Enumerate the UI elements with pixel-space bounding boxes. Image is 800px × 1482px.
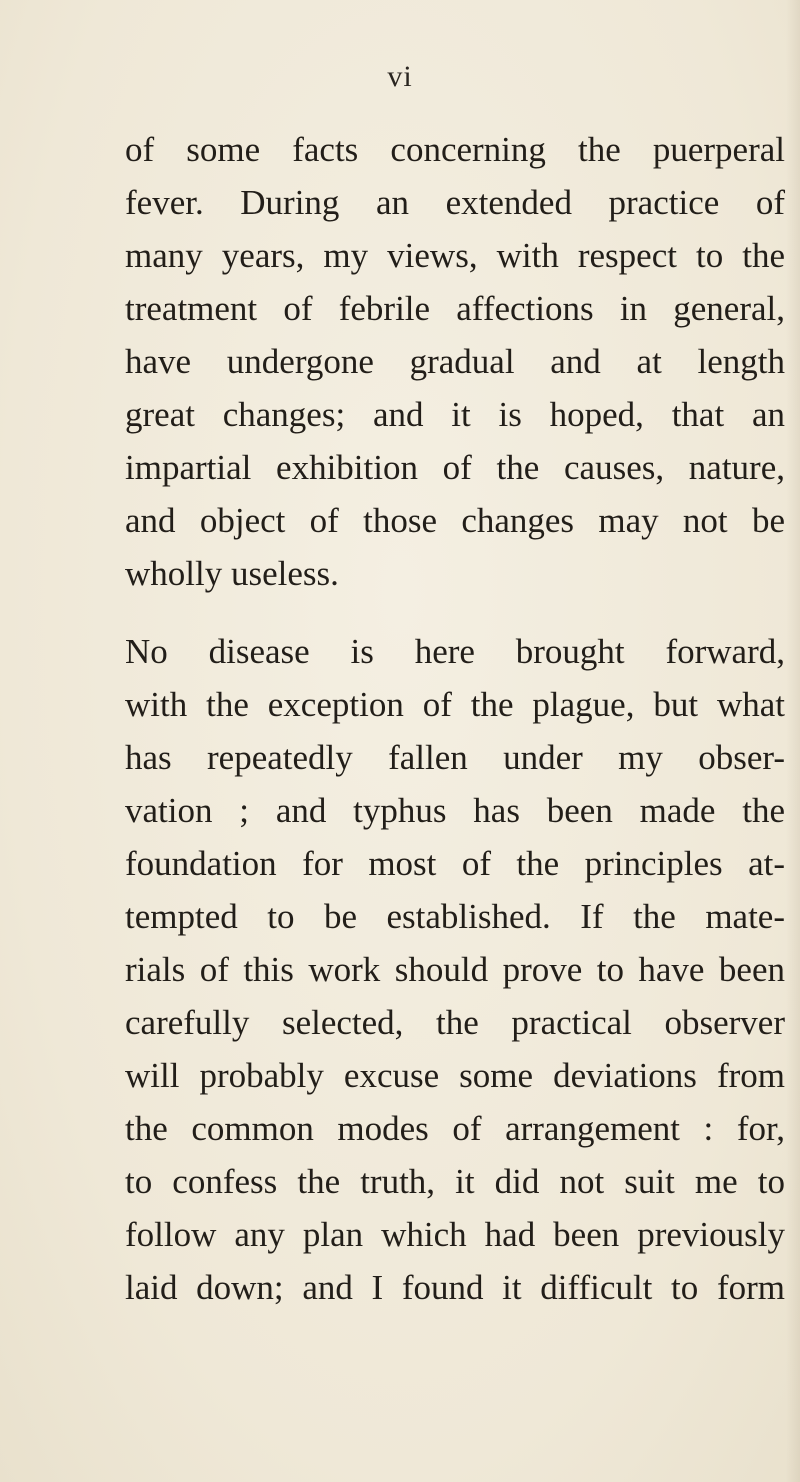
paragraph-2 bbox=[125, 625, 785, 1314]
text-line: great changes; and it is hoped, that an bbox=[125, 395, 785, 434]
text-line: wholly useless. bbox=[125, 554, 339, 593]
text-line: the common modes of arrangement : for, bbox=[125, 1109, 785, 1148]
text-line: to confess the truth, it did not suit me to bbox=[125, 1162, 785, 1201]
text-line: foundation for most of the principles at- bbox=[125, 844, 785, 883]
text-line: have undergone gradual and at length bbox=[125, 342, 785, 381]
text-line: laid down; and I found it difficult to form bbox=[125, 1268, 785, 1307]
text-line: fever. During an extended practice of bbox=[125, 183, 785, 222]
text-line: many years, my views, with respect to the bbox=[125, 236, 785, 275]
text-line: follow any plan which had been previously bbox=[125, 1215, 785, 1254]
text-line: vation ; and typhus has been made the bbox=[125, 791, 785, 830]
text-line: rials of this work should prove to have been bbox=[125, 950, 785, 989]
text-line: carefully selected, the practical observer bbox=[125, 1003, 785, 1042]
paragraph-1 bbox=[125, 123, 785, 600]
text-line: treatment of febrile affections in general, bbox=[125, 289, 785, 328]
page-number: vi bbox=[387, 60, 413, 93]
text-line: with the exception of the plague, but what bbox=[125, 685, 785, 724]
text-line: has repeatedly fallen under my obser- bbox=[125, 738, 785, 777]
text-line: of some facts concerning the puerperal bbox=[125, 130, 785, 169]
text-line: and object of those changes may not be bbox=[125, 501, 785, 540]
page-edge-shadow bbox=[786, 0, 800, 1482]
text-line: impartial exhibition of the causes, nature, bbox=[125, 448, 785, 487]
text-line: will probably excuse some deviations from bbox=[125, 1056, 785, 1095]
text-line: tempted to be established. If the mate- bbox=[125, 897, 785, 936]
text-line: No disease is here brought forward, bbox=[125, 632, 785, 671]
